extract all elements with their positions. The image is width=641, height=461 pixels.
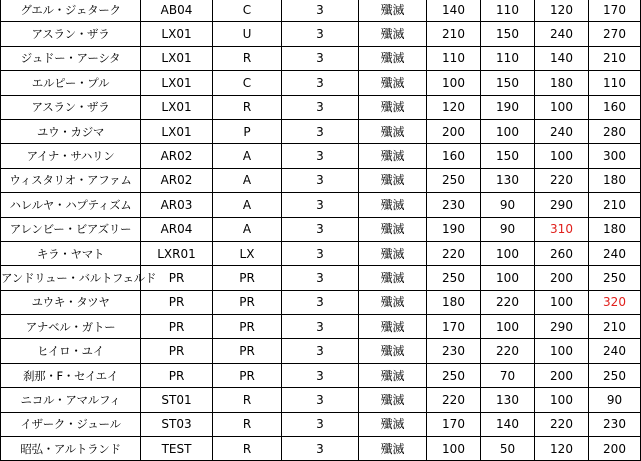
stat-3-cell: 290: [535, 193, 589, 217]
stat-4-cell: 210: [589, 46, 641, 70]
stat-4-cell: 180: [589, 168, 641, 192]
stat-1-cell: 250: [427, 168, 481, 192]
count-cell: 3: [282, 241, 359, 265]
stat-4-cell: 210: [589, 315, 641, 339]
pilot-name-cell: ヒイロ・ユイ: [1, 339, 141, 363]
stat-2-cell: 130: [481, 168, 535, 192]
pilot-name-cell: ニコル・アマルフィ: [1, 388, 141, 412]
count-cell: 3: [282, 95, 359, 119]
pilot-name-cell: グエル・ジェターク: [1, 0, 141, 22]
stat-4-cell: 110: [589, 71, 641, 95]
stat-4-cell: 90: [589, 388, 641, 412]
count-cell: 3: [282, 388, 359, 412]
set-code-cell: LXR01: [141, 241, 213, 265]
stat-4-cell: 180: [589, 217, 641, 241]
count-cell: 3: [282, 315, 359, 339]
skill-cell: 殲滅: [359, 412, 427, 436]
stat-3-cell: 100: [535, 290, 589, 314]
stat-4-cell: 170: [589, 0, 641, 22]
skill-cell: 殲滅: [359, 95, 427, 119]
set-code-cell: LX01: [141, 46, 213, 70]
set-code-cell: PR: [141, 315, 213, 339]
table-body: [1, 0, 641, 461]
stat-3-cell: 240: [535, 22, 589, 46]
set-code-cell: AB04: [141, 0, 213, 22]
stat-1-cell: 220: [427, 241, 481, 265]
pilot-name-cell: 刹那・F・セイエイ: [1, 363, 141, 387]
stat-3-cell: 220: [535, 168, 589, 192]
count-cell: 3: [282, 22, 359, 46]
skill-cell: 殲滅: [359, 266, 427, 290]
stat-4-cell: 200: [589, 437, 641, 461]
pilot-name-cell: エルピー・プル: [1, 71, 141, 95]
count-cell: 3: [282, 71, 359, 95]
count-cell: 3: [282, 0, 359, 22]
stat-1-cell: 220: [427, 388, 481, 412]
stat-2-cell: 100: [481, 241, 535, 265]
pilot-name-cell: キラ・ヤマト: [1, 241, 141, 265]
stat-4-cell: 230: [589, 412, 641, 436]
rarity-cell: PR: [213, 315, 282, 339]
stat-1-cell: 190: [427, 217, 481, 241]
pilot-name-cell: ウィスタリオ・アファム: [1, 168, 141, 192]
table-row: [1, 22, 641, 46]
count-cell: 3: [282, 266, 359, 290]
stat-3-cell: 310: [535, 217, 589, 241]
pilot-name-cell: ハレルヤ・ハプティズム: [1, 193, 141, 217]
stat-2-cell: 50: [481, 437, 535, 461]
rarity-cell: C: [213, 0, 282, 22]
set-code-cell: PR: [141, 339, 213, 363]
table-row: [1, 119, 641, 143]
stat-3-cell: 100: [535, 339, 589, 363]
stat-3-cell: 220: [535, 412, 589, 436]
count-cell: 3: [282, 412, 359, 436]
stat-2-cell: 90: [481, 193, 535, 217]
stat-4-cell: 240: [589, 241, 641, 265]
stat-2-cell: 150: [481, 22, 535, 46]
skill-cell: 殲滅: [359, 46, 427, 70]
count-cell: 3: [282, 217, 359, 241]
rarity-cell: U: [213, 22, 282, 46]
stat-1-cell: 170: [427, 412, 481, 436]
rarity-cell: PR: [213, 339, 282, 363]
stat-3-cell: 120: [535, 0, 589, 22]
stat-1-cell: 230: [427, 339, 481, 363]
stat-4-cell: 250: [589, 363, 641, 387]
table-row: [1, 193, 641, 217]
table-row: [1, 388, 641, 412]
table-row: [1, 144, 641, 168]
stat-1-cell: 100: [427, 437, 481, 461]
stat-2-cell: 220: [481, 339, 535, 363]
table-row: [1, 290, 641, 314]
stat-4-cell: 300: [589, 144, 641, 168]
set-code-cell: LX01: [141, 95, 213, 119]
stat-1-cell: 140: [427, 0, 481, 22]
count-cell: 3: [282, 46, 359, 70]
skill-cell: 殲滅: [359, 339, 427, 363]
rarity-cell: A: [213, 193, 282, 217]
skill-cell: 殲滅: [359, 193, 427, 217]
stat-3-cell: 120: [535, 437, 589, 461]
stat-3-cell: 240: [535, 119, 589, 143]
table-row: [1, 315, 641, 339]
set-code-cell: ST01: [141, 388, 213, 412]
table-row: [1, 0, 641, 22]
count-cell: 3: [282, 193, 359, 217]
stat-1-cell: 160: [427, 144, 481, 168]
stat-3-cell: 200: [535, 363, 589, 387]
skill-cell: 殲滅: [359, 388, 427, 412]
pilot-name-cell: ジュドー・アーシタ: [1, 46, 141, 70]
count-cell: 3: [282, 144, 359, 168]
stat-2-cell: 220: [481, 290, 535, 314]
count-cell: 3: [282, 363, 359, 387]
skill-cell: 殲滅: [359, 0, 427, 22]
skill-cell: 殲滅: [359, 290, 427, 314]
count-cell: 3: [282, 339, 359, 363]
pilot-name-cell: イザーク・ジュール: [1, 412, 141, 436]
pilot-name-cell: アイナ・サハリン: [1, 144, 141, 168]
stat-2-cell: 100: [481, 266, 535, 290]
rarity-cell: R: [213, 95, 282, 119]
rarity-cell: P: [213, 119, 282, 143]
set-code-cell: AR03: [141, 193, 213, 217]
skill-cell: 殲滅: [359, 119, 427, 143]
stat-2-cell: 100: [481, 315, 535, 339]
pilot-name-cell: ユウキ・タツヤ: [1, 290, 141, 314]
table-row: [1, 339, 641, 363]
set-code-cell: LX01: [141, 119, 213, 143]
stat-1-cell: 230: [427, 193, 481, 217]
set-code-cell: AR02: [141, 168, 213, 192]
set-code-cell: LX01: [141, 71, 213, 95]
count-cell: 3: [282, 290, 359, 314]
table-row: [1, 437, 641, 461]
set-code-cell: ST03: [141, 412, 213, 436]
table-row: [1, 71, 641, 95]
stat-1-cell: 170: [427, 315, 481, 339]
stat-3-cell: 290: [535, 315, 589, 339]
table-row: [1, 95, 641, 119]
set-code-cell: TEST: [141, 437, 213, 461]
table-row: [1, 241, 641, 265]
stat-1-cell: 100: [427, 71, 481, 95]
stat-2-cell: 110: [481, 0, 535, 22]
stat-3-cell: 100: [535, 388, 589, 412]
stat-4-cell: 270: [589, 22, 641, 46]
stat-3-cell: 100: [535, 95, 589, 119]
table-row: [1, 412, 641, 436]
stat-3-cell: 100: [535, 144, 589, 168]
stat-1-cell: 250: [427, 266, 481, 290]
rarity-cell: C: [213, 71, 282, 95]
stat-3-cell: 140: [535, 46, 589, 70]
count-cell: 3: [282, 168, 359, 192]
stat-2-cell: 110: [481, 46, 535, 70]
skill-cell: 殲滅: [359, 144, 427, 168]
stat-2-cell: 130: [481, 388, 535, 412]
stat-2-cell: 190: [481, 95, 535, 119]
pilot-name-cell: アレンビー・ビアズリー: [1, 217, 141, 241]
pilot-name-cell: アンドリュー・バルトフェルド: [1, 266, 141, 290]
stat-3-cell: 180: [535, 71, 589, 95]
rarity-cell: R: [213, 388, 282, 412]
stat-1-cell: 180: [427, 290, 481, 314]
skill-cell: 殲滅: [359, 363, 427, 387]
stat-4-cell: 240: [589, 339, 641, 363]
skill-cell: 殲滅: [359, 168, 427, 192]
stat-2-cell: 150: [481, 144, 535, 168]
pilot-name-cell: ユウ・カジマ: [1, 119, 141, 143]
pilot-name-cell: アスラン・ザラ: [1, 22, 141, 46]
stat-4-cell: 320: [589, 290, 641, 314]
stat-4-cell: 280: [589, 119, 641, 143]
table-row: [1, 266, 641, 290]
skill-cell: 殲滅: [359, 22, 427, 46]
stat-4-cell: 210: [589, 193, 641, 217]
set-code-cell: AR02: [141, 144, 213, 168]
stat-3-cell: 200: [535, 266, 589, 290]
rarity-cell: PR: [213, 290, 282, 314]
set-code-cell: PR: [141, 363, 213, 387]
stat-4-cell: 160: [589, 95, 641, 119]
stat-2-cell: 90: [481, 217, 535, 241]
skill-cell: 殲滅: [359, 241, 427, 265]
stat-1-cell: 200: [427, 119, 481, 143]
count-cell: 3: [282, 437, 359, 461]
set-code-cell: AR04: [141, 217, 213, 241]
set-code-cell: LX01: [141, 22, 213, 46]
stat-2-cell: 100: [481, 119, 535, 143]
stat-4-cell: 250: [589, 266, 641, 290]
stat-2-cell: 70: [481, 363, 535, 387]
stat-2-cell: 150: [481, 71, 535, 95]
stat-1-cell: 250: [427, 363, 481, 387]
set-code-cell: PR: [141, 290, 213, 314]
stat-1-cell: 120: [427, 95, 481, 119]
pilot-name-cell: アスラン・ザラ: [1, 95, 141, 119]
count-cell: 3: [282, 119, 359, 143]
rarity-cell: R: [213, 46, 282, 70]
rarity-cell: PR: [213, 266, 282, 290]
skill-cell: 殲滅: [359, 217, 427, 241]
table-row: [1, 217, 641, 241]
table-row: [1, 168, 641, 192]
pilot-name-cell: アナベル・ガトー: [1, 315, 141, 339]
rarity-cell: LX: [213, 241, 282, 265]
rarity-cell: A: [213, 217, 282, 241]
skill-cell: 殲滅: [359, 437, 427, 461]
stat-2-cell: 140: [481, 412, 535, 436]
set-code-cell: PR: [141, 266, 213, 290]
stat-1-cell: 210: [427, 22, 481, 46]
stat-3-cell: 260: [535, 241, 589, 265]
rarity-cell: A: [213, 144, 282, 168]
rarity-cell: R: [213, 412, 282, 436]
skill-cell: 殲滅: [359, 315, 427, 339]
skill-cell: 殲滅: [359, 71, 427, 95]
stat-1-cell: 110: [427, 46, 481, 70]
table-row: [1, 46, 641, 70]
pilot-name-cell: 昭弘・アルトランド: [1, 437, 141, 461]
table-row: [1, 363, 641, 387]
rarity-cell: R: [213, 437, 282, 461]
rarity-cell: A: [213, 168, 282, 192]
rarity-cell: PR: [213, 363, 282, 387]
